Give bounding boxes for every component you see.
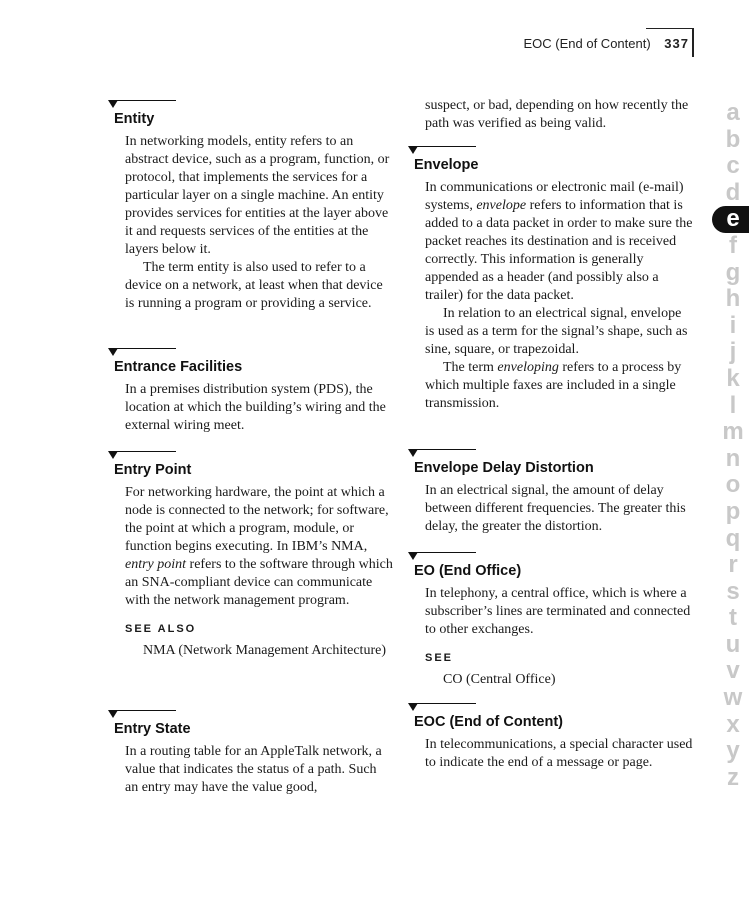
entry-envelope — [408, 146, 693, 413]
alphabet-tab-g[interactable]: g — [725, 258, 741, 286]
entry-marker — [108, 710, 393, 718]
entry-body — [125, 484, 393, 660]
alphabet-tab-p[interactable]: p — [725, 497, 741, 525]
entry-entity — [108, 100, 393, 313]
alphabet-tab-m[interactable]: m — [722, 418, 744, 446]
entry-marker — [408, 449, 693, 457]
entry-entry-point — [108, 451, 393, 660]
alphabet-tab-z[interactable]: z — [727, 763, 739, 791]
alphabet-tab-f[interactable]: f — [729, 231, 737, 259]
entry-body — [425, 482, 693, 536]
entry-body — [425, 179, 693, 413]
paragraph: For networking hardware, the point at which a node is connected to the network; for software, the point at which a program, module, or function begins executing. In IBM’s NMA, entry point refers to the software through which an SNA-compliant device can communicate with the network management program. — [125, 485, 393, 608]
alphabet-tab-r[interactable]: r — [728, 551, 738, 579]
entry-body — [425, 97, 693, 133]
see-also-label: SEE ALSO — [125, 623, 197, 635]
alphabet-tab-j[interactable]: j — [729, 338, 737, 366]
alphabet-tab-index — [712, 100, 749, 791]
paragraph: The term enveloping refers to a process by which multiple faxes are included in a single transmission. — [425, 360, 682, 411]
alphabet-tab-u[interactable]: u — [725, 630, 741, 658]
entry-entry-state — [108, 710, 393, 797]
alphabet-tab-y[interactable]: y — [726, 737, 740, 765]
entry-marker — [408, 552, 693, 560]
alphabet-tab-h[interactable]: h — [725, 285, 741, 313]
entry-marker — [408, 146, 693, 154]
alphabet-tab-o[interactable]: o — [725, 471, 741, 499]
entry-body — [125, 381, 393, 435]
paragraph: In communications or electronic mail (e-mail) systems, envelope refers to information that is added to a data packet in order to make sure the packet reaches its destination and is received correctly. This information is generally appended as a header (and possibly also a trailer) for the data packet. — [425, 180, 693, 303]
entry-body — [425, 736, 693, 772]
entry-term: Envelope Delay Distortion — [414, 460, 594, 476]
entry-envelope-delay-distortion — [408, 449, 693, 536]
alphabet-tab-s[interactable]: s — [726, 577, 740, 605]
alphabet-tab-i[interactable]: i — [729, 311, 737, 339]
entry-term: EOC (End of Content) — [414, 714, 564, 730]
paragraph: In telecommunications, a special character used to indicate the end of a message or page. — [425, 737, 693, 770]
alphabet-tab-t[interactable]: t — [729, 604, 737, 632]
entry-eo — [408, 552, 693, 689]
alphabet-tab-n[interactable]: n — [725, 444, 741, 472]
entry-body — [125, 133, 393, 313]
alphabet-tab-k[interactable]: k — [726, 364, 740, 392]
paragraph: In a premises distribution system (PDS), the location at which the building’s wiring and the external wiring meet. — [125, 382, 386, 433]
entry-term: EO (End Office) — [414, 563, 522, 579]
entry-term: Envelope — [414, 157, 479, 173]
entry-term: Entity — [114, 111, 155, 127]
see-also-link[interactable]: NMA (Network Management Architecture) — [143, 643, 386, 658]
paragraph: In relation to an electrical signal, envelope is used as a term for the signal’s shape, such as sine, square, or trapezoidal. — [425, 306, 688, 357]
running-header — [524, 36, 690, 51]
entry-body — [425, 585, 693, 689]
entry-continuation — [408, 97, 693, 133]
entry-entrance-facilities — [108, 348, 393, 435]
entry-marker — [108, 451, 393, 459]
entry-term: Entry Point — [114, 462, 192, 478]
entry-marker — [108, 100, 393, 108]
alphabet-tab-q[interactable]: q — [725, 524, 741, 552]
entry-term: Entrance Facilities — [114, 359, 243, 375]
see-label: SEE — [425, 652, 454, 664]
entry-marker — [408, 703, 693, 711]
alphabet-tab-a[interactable]: a — [726, 99, 740, 126]
alphabet-tab-b[interactable]: b — [725, 125, 741, 153]
entry-eoc — [408, 703, 693, 772]
paragraph: In networking models, entity refers to an abstract device, such as a program, function, or protocol, that implements the services for a particular layer on a single machine. An entity provides services for entities at the layer above it and requests services of the entities at the layers below it. — [125, 134, 390, 257]
paragraph: The term entity is also used to refer to a device on a network, at least when that device is running a program or providing a service. — [125, 260, 383, 311]
paragraph: In telephony, a central office, which is where a subscriber’s lines are terminated and connected to other exchanges. — [425, 586, 691, 637]
alphabet-tab-v[interactable]: v — [726, 657, 740, 685]
see-link[interactable]: CO (Central Office) — [443, 672, 556, 687]
alphabet-tab-w[interactable]: w — [723, 684, 743, 712]
alphabet-tab-x[interactable]: x — [726, 710, 740, 738]
alphabet-tab-l[interactable]: l — [729, 391, 737, 419]
entry-term: Entry State — [114, 721, 191, 737]
header-title: EOC (End of Content) — [523, 36, 651, 51]
entry-marker — [108, 348, 393, 356]
paragraph: In a routing table for an AppleTalk network, a value that indicates the status of a path. Such an entry may have the value good, — [125, 744, 382, 795]
alphabet-tab-d[interactable]: d — [725, 178, 741, 206]
entry-body — [125, 743, 393, 797]
alphabet-tab-e[interactable]: e — [712, 206, 749, 233]
alphabet-tab-c[interactable]: c — [726, 152, 740, 180]
page-number: 337 — [664, 36, 689, 51]
paragraph: In an electrical signal, the amount of delay between different frequencies. The greater this delay, the greater the distortion. — [425, 483, 686, 534]
paragraph: suspect, or bad, depending on how recently the path was verified as being valid. — [425, 98, 689, 131]
